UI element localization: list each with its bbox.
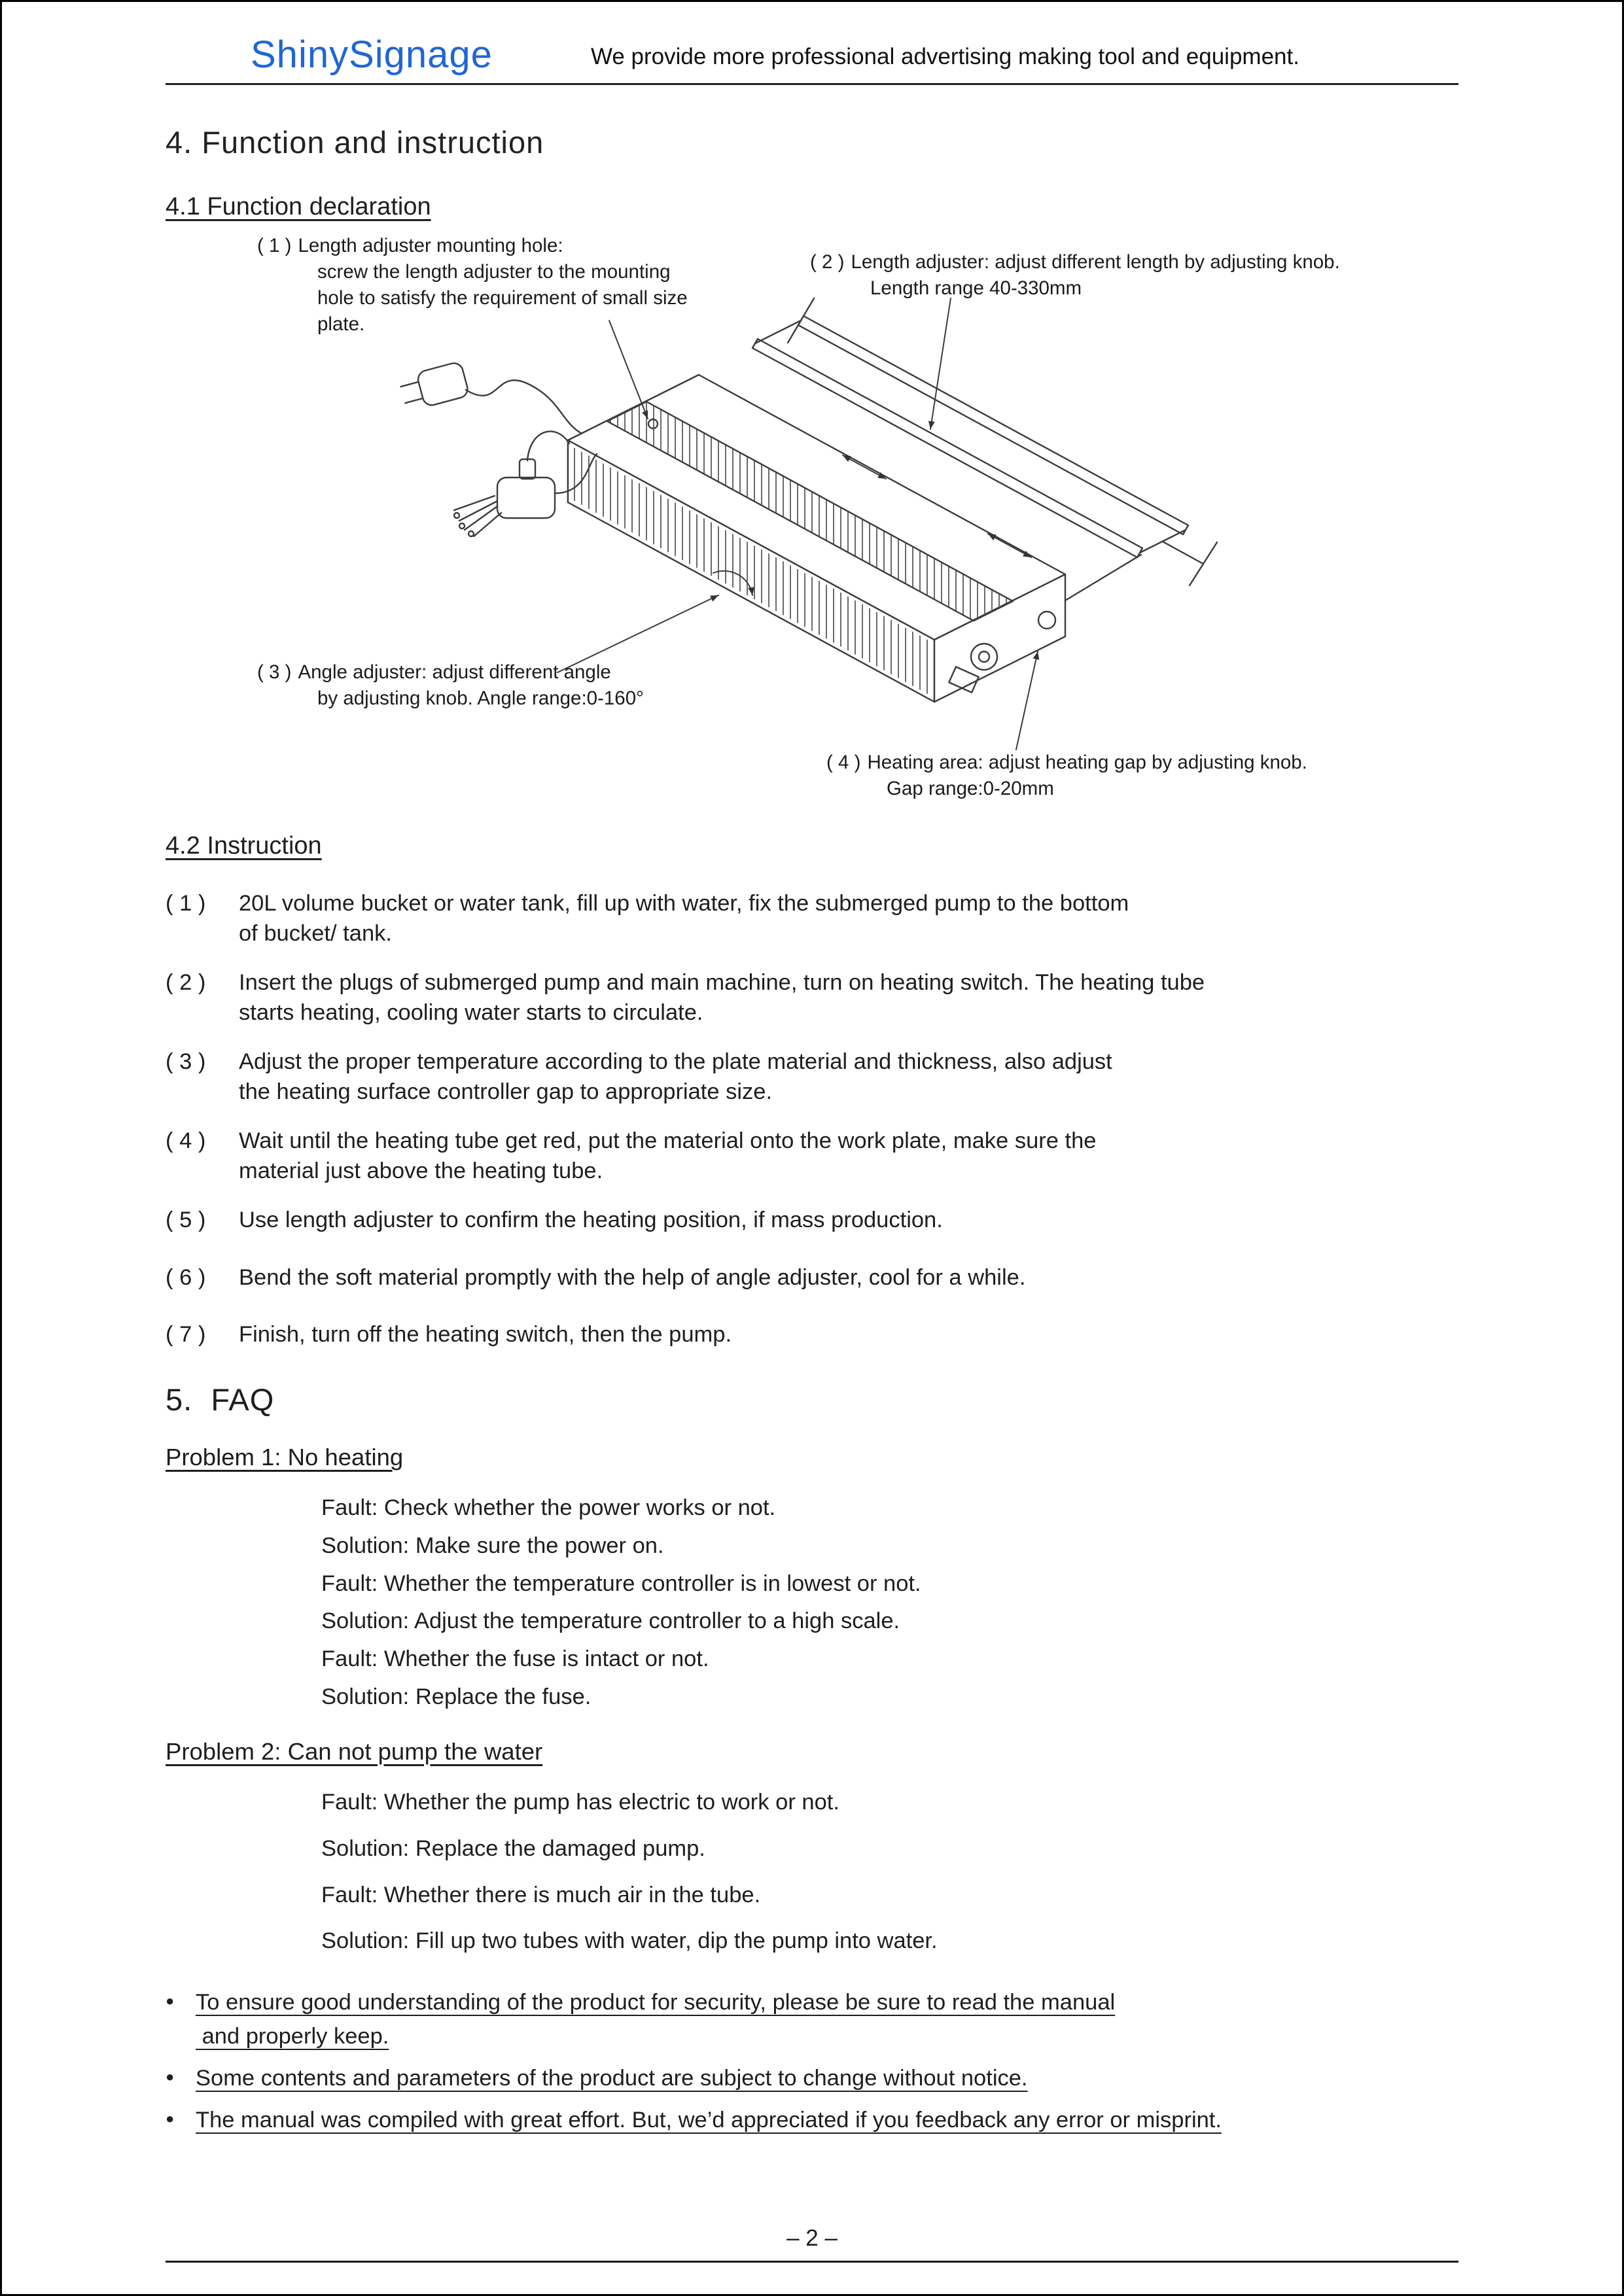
instruction-item: ( 2 ) Insert the plugs of submerged pump and main machine, turn on heating switch. The heating tube starts heating, cooling water starts to circulate. [166,968,1458,1028]
page-number: – 2 – [786,2225,838,2251]
callout-angle-adjuster: ( 3 ) Angle adjuster: adjust different angle by adjusting knob. Angle range:0-160° [257,659,644,712]
power-plug-drawing [398,361,581,433]
instruction-item: ( 4 ) Wait until the heating tube get red, put the material onto the work plate, make sure the material just above the heating tube. [166,1126,1458,1186]
section-4-title: 4. Function and instruction [166,125,544,160]
section-4-1-title: 4.1 Function declaration [166,193,431,220]
callout-marker: ( 4 ) [826,752,861,773]
item-marker: ( 5 ) [166,1208,206,1233]
function-declaration-figure [166,233,1458,799]
note-item: ● Some contents and parameters of the product are subject to change without notice. [166,2062,1458,2096]
page-header [166,2,1458,85]
item-marker: ( 6 ) [166,1264,206,1290]
callout-marker: ( 2 ) [810,251,845,273]
bullet-icon: ● [166,2068,175,2085]
brand-tagline: We provide more professional advertising making tool and equipment. [590,44,1299,69]
page-body [166,124,1458,2137]
bottom-notes [166,1986,1458,2137]
instruction-item: ( 7 ) Finish, turn off the heating switch, then the pump. [166,1320,1458,1350]
note-item: ● To ensure good understanding of the product for security, please be sure to read the manual and properly keep. [166,1986,1458,2054]
problem-2-lines: Fault: Whether the pump has electric to work or not. Solution: Replace the damaged pump. Fault: Whether there is much air in the tube. Solution: Fill up two tubes with water, dip the pump into water. [321,1789,938,1954]
bullet-icon: ● [166,2110,175,2127]
item-marker: ( 2 ) [166,970,206,996]
item-marker: ( 4 ) [166,1128,206,1154]
faq-problem-2 [166,1738,1458,1956]
item-marker: ( 1 ) [166,891,206,916]
callout-marker: ( 1 ) [257,235,292,256]
item-marker: ( 7 ) [166,1322,206,1348]
problem-1-lines: Fault: Check whether the power works or not. Solution: Make sure the power on. Fault: Whether the temperature controller is in lowest or not. Solution: Adjust the temperature controller to a high scale. Fault: Whether the fuse is intact or not. Solution: Replace the fuse. [321,1495,921,1710]
power-cord-drawing [466,380,581,433]
page-footer [166,2225,1458,2263]
bullet-icon: ● [166,1992,175,2009]
problem-2-title: Problem 2: Can not pump the water [166,1737,543,1765]
instruction-item: ( 6 ) Bend the soft material promptly with the help of angle adjuster, cool for a while. [166,1263,1458,1293]
problem-1-title: Problem 1: No heating [166,1443,404,1470]
callout-length-adjuster: ( 2 ) Length adjuster: adjust different length by adjusting knob. Length range 40-330mm [810,249,1340,302]
instruction-item: ( 5 ) Use length adjuster to confirm the heating position, if mass production. [166,1206,1458,1236]
instruction-list [166,889,1458,1350]
callout-marker: ( 3 ) [257,661,292,683]
section-5-title: 5. FAQ [166,1382,275,1417]
section-4-2-title: 4.2 Instruction [166,832,322,860]
faq-problem-1 [166,1444,1458,1712]
instruction-item: ( 3 ) Adjust the proper temperature according to the plate material and thickness, also adjust the heating surface controller gap to appropriate size. [166,1047,1458,1107]
callout-heating-area: ( 4 ) Heating area: adjust heating gap by adjusting knob. Gap range:0-20mm [826,750,1307,802]
instruction-item: ( 1 ) 20L volume bucket or water tank, fill up with water, fix the submerged pump to the bottom of bucket/ tank. [166,889,1458,948]
item-marker: ( 3 ) [166,1049,206,1075]
callout-length-adjuster-mounting-hole: ( 1 ) Length adjuster mounting hole: screw the length adjuster to the mounting hole to satisfy the requirement of small size plate. [257,233,688,338]
brand-logo: ShinySignage [251,33,493,76]
note-item: ● The manual was compiled with great effort. But, we’d appreciated if you feedback any error or misprint. [166,2104,1458,2138]
